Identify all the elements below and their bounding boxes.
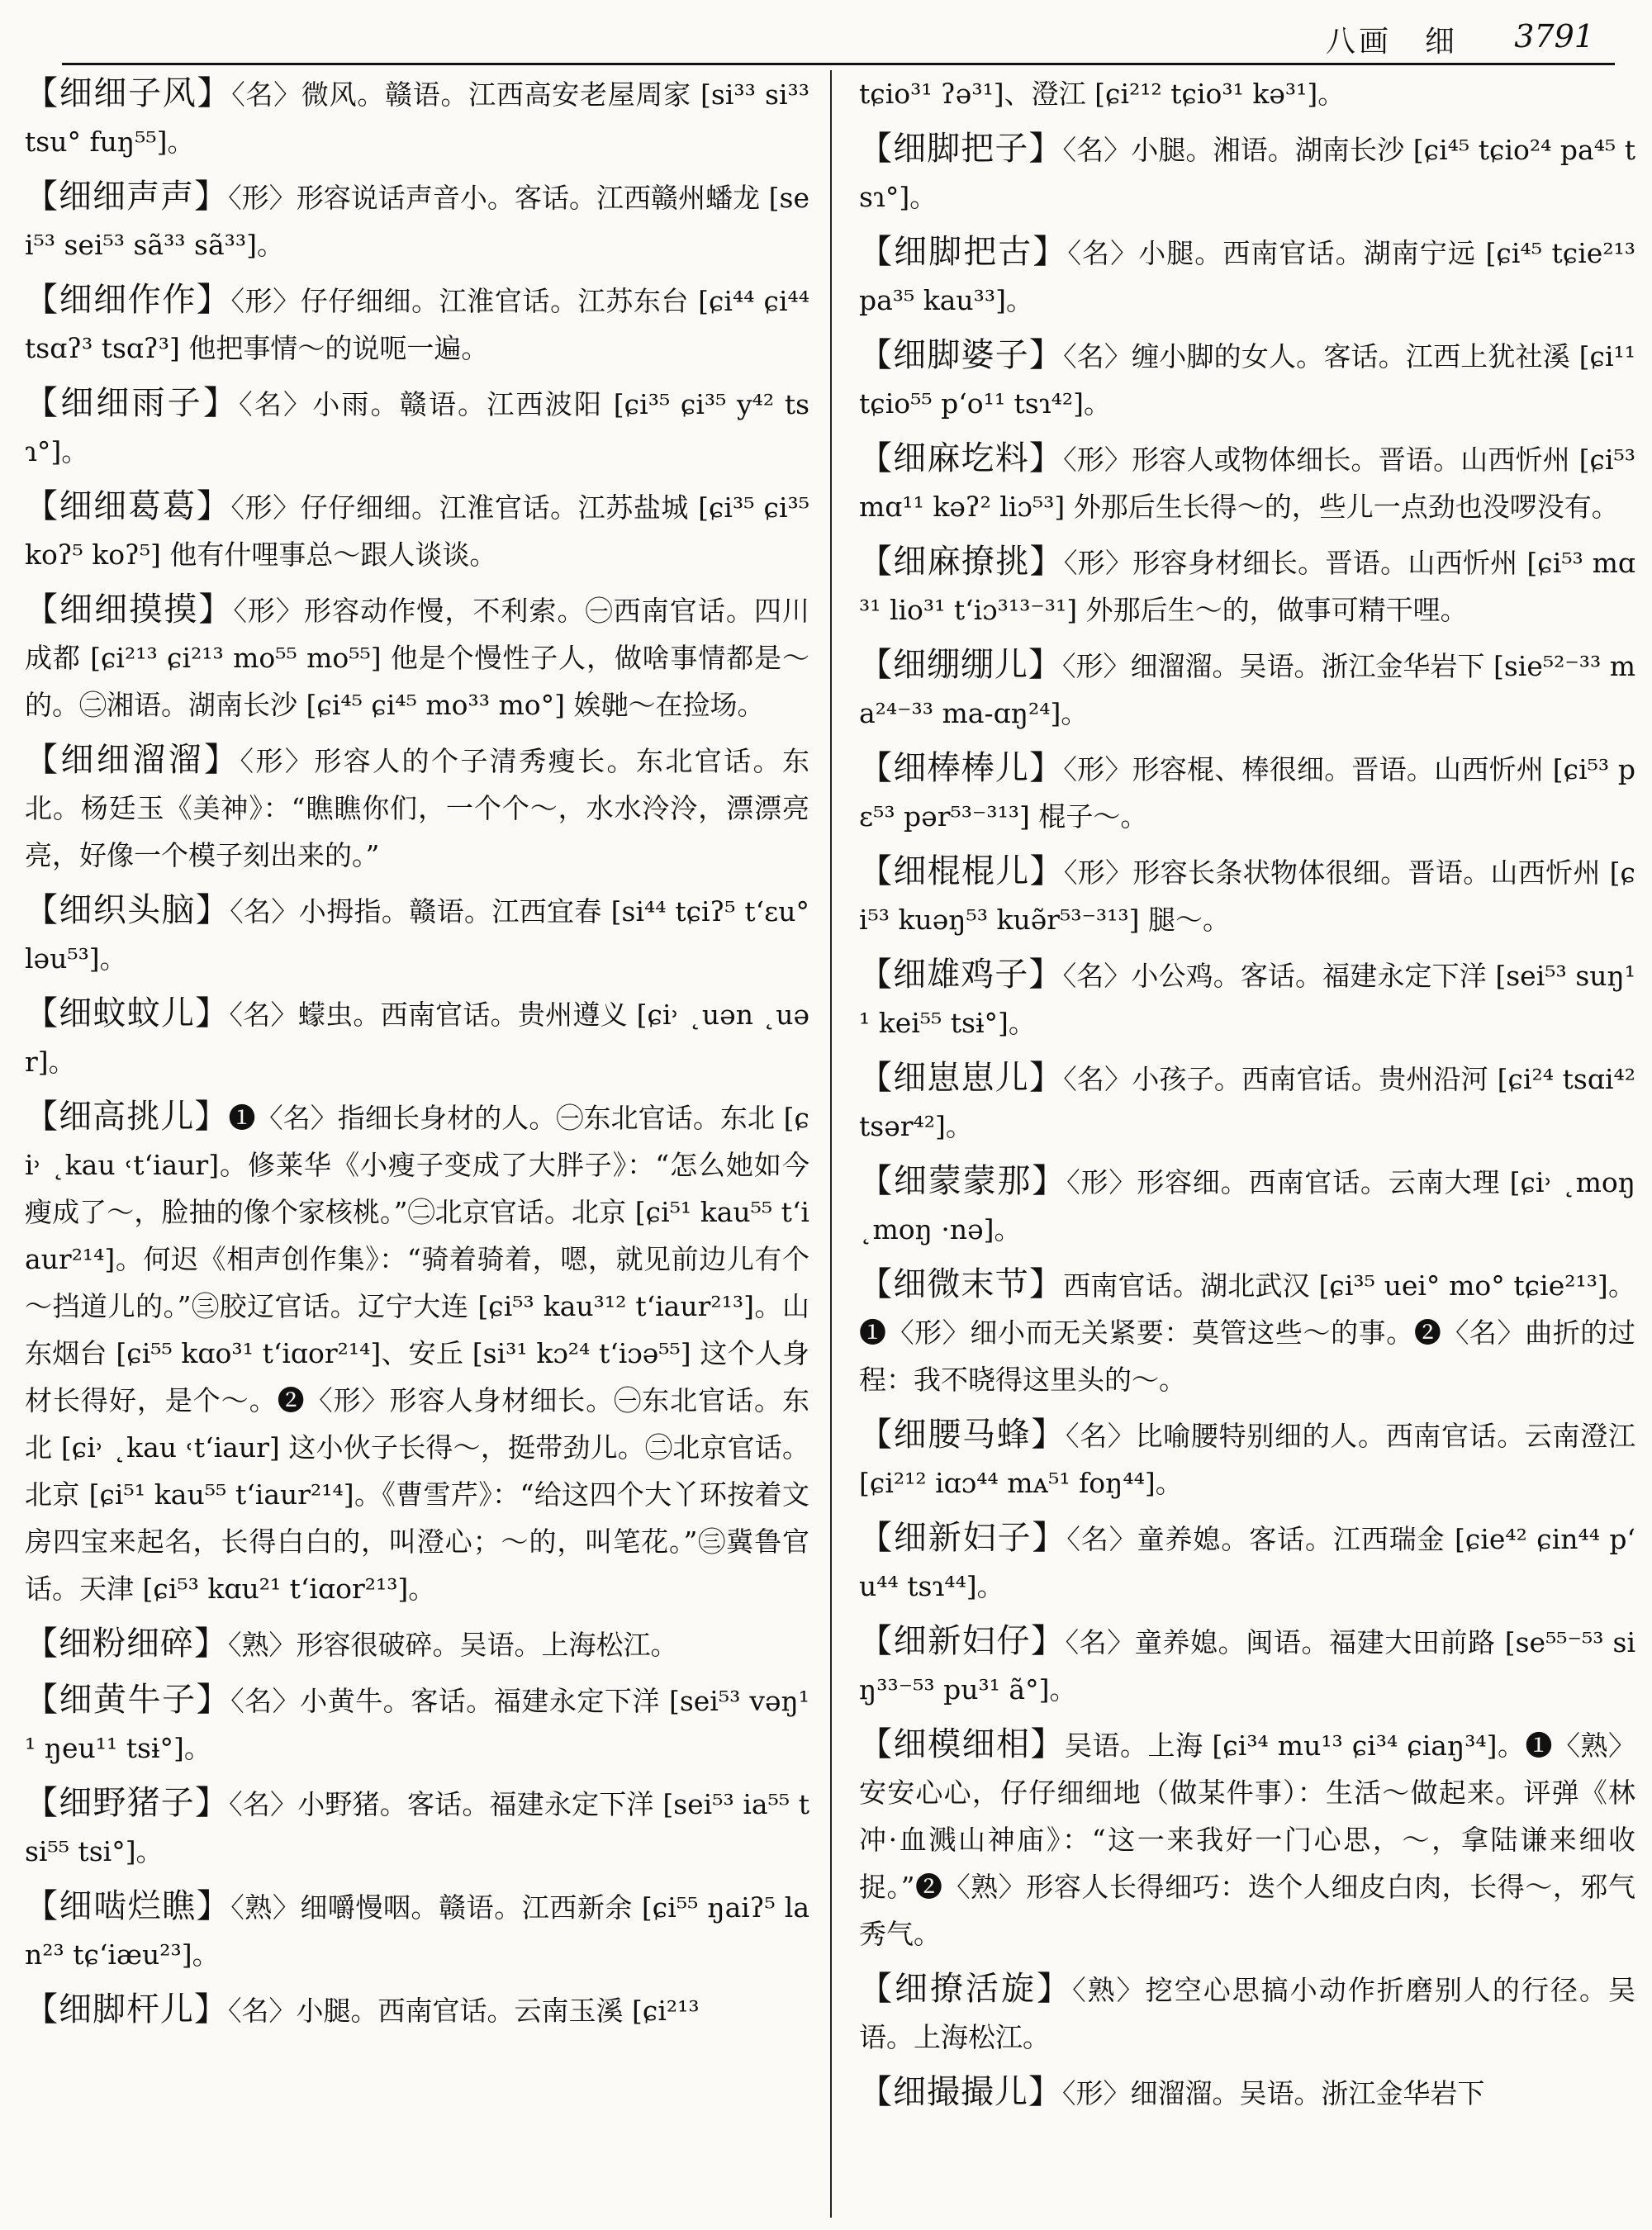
dictionary-entry xyxy=(25,887,809,982)
entry-definition: 〈名〉小黄牛。客话。福建永定下洋 [sei⁵³ vəŋ¹¹ ŋeu¹¹ tsɨ°]。 xyxy=(25,1685,809,1764)
continuation-text: tɕio³¹ ʔə³¹]、澄江 [ɕi²¹² tɕio³¹ kə³¹]。 xyxy=(859,78,1346,110)
entry-definition: 〈名〉小雨。赣语。江西波阳 [ɕi³⁵ ɕi³⁵ y⁴² tsɿ°]。 xyxy=(25,388,809,467)
entry-definition: 〈形〉形容说话声音小。客话。江西赣州蟠龙 [sei⁵³ sei⁵³ sã³³ sã³³]。 xyxy=(25,182,809,261)
dictionary-entry xyxy=(25,1620,809,1668)
entry-definition: 〈形〉形容人或物体细长。晋语。山西忻州 [ɕi⁵³ mɑ¹¹ kəʔ² liɔ⁵³] 外那后生长得～的，些儿一点劲也没啰没有。 xyxy=(859,444,1635,523)
entry-headword: 【细腰马蜂】 xyxy=(859,1416,1066,1454)
dictionary-entry xyxy=(25,1986,809,2034)
dictionary-entry xyxy=(859,848,1635,943)
dictionary-entry xyxy=(859,126,1635,221)
dictionary-entry xyxy=(25,1094,809,1612)
dictionary-entry xyxy=(25,586,809,728)
entry-headword: 【细雄鸡子】 xyxy=(859,956,1063,994)
entry-headword: 【细黄牛子】 xyxy=(25,1681,231,1719)
header-rule xyxy=(62,63,1615,65)
dictionary-entry xyxy=(859,1966,1635,2061)
entry-headword: 【细蚊蚊儿】 xyxy=(25,994,230,1032)
entry-definition: 〈名〉小腿。湘语。湖南长沙 [ɕi⁴⁵ tɕio²⁴ pa⁴⁵ tsɿ°]。 xyxy=(859,134,1635,213)
entry-definition: 吴语。上海 [ɕi³⁴ mu¹³ ɕi³⁴ ɕiaŋ³⁴]。❶〈熟〉安安心心，仔仔细细地（做某件事）：生活～做起来。评弹《林冲·血溅山神庙》：“这一来我好一门心思，～，拿陆谦来细收捉。”❷〈熟〉形容人长得细巧：迭个人细皮白肉，长得～，邪气秀气。 xyxy=(859,1729,1635,1950)
entry-definition: 〈名〉蠓虫。西南官话。贵州遵义 [ɕi˒ ˛uən ˛uər]。 xyxy=(25,999,809,1078)
dictionary-entry xyxy=(859,539,1635,633)
dictionary-entry xyxy=(25,483,809,578)
dictionary-entry xyxy=(859,745,1635,840)
entry-headword: 【细棒棒儿】 xyxy=(859,749,1064,787)
entry-definition: 〈形〉形容动作慢，不利索。㊀西南官话。四川成都 [ɕi²¹³ ɕi²¹³ mo⁵⁵ mo⁵⁵] 他是个慢性子人，做啥事情都是～的。㊁湘语。湖南长沙 [ɕi⁴⁵ ɕi⁴⁵ mo³³ mo°] 娭毑～在捡场。 xyxy=(25,595,809,721)
dictionary-entry xyxy=(25,1883,809,1978)
entry-definition: 〈名〉微风。赣语。江西高安老屋周家 [si³³ si³³ tsu° fuŋ⁵⁵]。 xyxy=(25,78,809,158)
left-column xyxy=(25,70,809,2222)
entry-definition: 西南官话。湖北武汉 [ɕi³⁵ uei° mo° tɕie²¹³]。❶〈形〉细小而无关紧要：莫管这些～的事。❷〈名〉曲折的过程：我不晓得这里头的～。 xyxy=(859,1269,1635,1396)
dictionary-entry xyxy=(859,1158,1635,1253)
entry-definition: 〈形〉仔仔细细。江淮官话。江苏东台 [ɕi⁴⁴ ɕi⁴⁴ tsɑʔ³ tsɑʔ³] 他把事情～的说呃一遍。 xyxy=(25,285,809,364)
entry-definition: 〈形〉形容人的个子清秀瘦长。东北官话。东北。杨廷玉《美神》：“瞧瞧你们，一个个～，水水泠泠，漂漂亮亮，好像一个模子刻出来的。” xyxy=(25,745,809,871)
entry-definition: ❶〈名〉指细长身材的人。㊀东北官话。东北 [ɕi˒ ˛kau ˓tʻiaur]。修莱华《小瘦子变成了大胖子》：“怎么她如今瘦成了～，脸抽的像个家核桃。”㊁北京官话。北京 [ɕi⁵¹ kau⁵⁵ tʻiaur²¹⁴]。何迟《相声创作集》：“骑着骑着，嗯，就见前边儿有个～挡道儿的。”㊂胶辽官话。辽宁大连 [ɕi⁵³ kau³¹² tʻiaur²¹³]。山东烟台 [ɕi⁵⁵ kɑo³¹ tʻiɑor²¹⁴]、安丘 [si³¹ kɔ²⁴ tʻiɔə⁵⁵] 这个人身材长得好，是个～。❷〈形〉形容人身材细长。㊀东北官话。东北 [ɕi˒ ˛kau ˓tʻiaur] 这小伙子长得～，挺带劲儿。㊁北京官话。北京 [ɕi⁵¹ kau⁵⁵ tʻiaur²¹⁴]。《曹雪芹》：“给这四个大丫环按着文房四宝来起名，长得白白的，叫澄心；～的，叫笔花。”㊂冀鲁官话。天津 [ɕi⁵³ kɑu²¹ tʻiɑor²¹³]。 xyxy=(25,1102,809,1605)
entry-headword: 【细细溜溜】 xyxy=(25,741,240,779)
dictionary-entry xyxy=(25,1677,809,1772)
entry-definition: 〈形〉细溜溜。吴语。浙江金华岩下 xyxy=(1062,2077,1485,2109)
entry-headword: 【细脚杆儿】 xyxy=(25,1990,228,2028)
entry-headword: 【细细葛葛】 xyxy=(25,487,231,525)
dictionary-entry xyxy=(859,951,1635,1046)
entry-definition: 〈名〉缠小脚的女人。客话。江西上犹社溪 [ɕi¹¹ tɕio⁵⁵ pʻo¹¹ tsɿ⁴²]。 xyxy=(859,340,1635,420)
entry-headword: 【细新妇仔】 xyxy=(859,1622,1066,1660)
dictionary-entry xyxy=(859,2069,1635,2117)
entry-headword: 【细崽崽儿】 xyxy=(859,1059,1064,1097)
dictionary-entry xyxy=(859,1412,1635,1506)
entry-definition: 〈熟〉细嚼慢咽。赣语。江西新余 [ɕi⁵⁵ ŋaiʔ⁵ lan²³ tɕʻiæu²³]。 xyxy=(25,1891,809,1971)
entry-definition: 〈形〉形容身材细长。晋语。山西忻州 [ɕi⁵³ mɑ³¹ lio³¹ tʻiɔ³¹³⁻³¹] 外那后生～的，做事可精干哩。 xyxy=(859,547,1635,626)
entry-definition: 〈形〉细溜溜。吴语。浙江金华岩下 [sie⁵²⁻³³ ma²⁴⁻³³ ma-ɑŋ²⁴]。 xyxy=(859,650,1635,729)
entry-headword: 【细啮烂瞧】 xyxy=(25,1887,231,1925)
entry-definition: 〈形〉形容棍、棒很细。晋语。山西忻州 [ɕi⁵³ pɛ⁵³ pər⁵³⁻³¹³] 棍子～。 xyxy=(859,753,1635,833)
entry-headword: 【细脚把古】 xyxy=(859,233,1068,271)
dictionary-entry xyxy=(25,277,809,372)
page-header xyxy=(50,18,1602,58)
dictionary-entry xyxy=(859,332,1635,427)
entry-definition: 〈形〉仔仔细细。江淮官话。江苏盐城 [ɕi³⁵ ɕi³⁵ koʔ⁵ koʔ⁵] 他有什哩事总～跟人谈谈。 xyxy=(25,491,809,571)
entry-headword: 【细脚婆子】 xyxy=(859,336,1064,374)
entry-headword: 【细撮撮儿】 xyxy=(859,2073,1062,2111)
dictionary-entry xyxy=(25,1780,809,1875)
dictionary-entry xyxy=(25,173,809,268)
dictionary-entry xyxy=(859,435,1635,530)
entry-definition: 〈名〉童养媳。闽语。福建大田前路 [se⁵⁵⁻⁵³ siŋ³³⁻⁵³ pu³¹ ã°]。 xyxy=(859,1626,1635,1706)
entry-definition: 〈名〉小腿。西南官话。云南玉溪 [ɕi²¹³ xyxy=(228,1995,700,2027)
entry-headword: 【细织头脑】 xyxy=(25,891,230,929)
dictionary-entry xyxy=(859,229,1635,324)
entry-definition: 〈熟〉形容很破碎。吴语。上海松江。 xyxy=(228,1629,678,1661)
entry-headword: 【细麻圪料】 xyxy=(859,439,1064,477)
entry-headword: 【细细声声】 xyxy=(25,178,229,216)
dictionary-entry xyxy=(859,1261,1635,1403)
entry-headword: 【细细雨子】 xyxy=(25,384,240,422)
dictionary-entry xyxy=(25,990,809,1085)
entry-definition: 〈名〉童养媳。客话。江西瑞金 [ɕie⁴² ɕin⁴⁴ pʻu⁴⁴ tsɿ⁴⁴]。 xyxy=(859,1523,1635,1602)
entry-headword: 【细撩活旋】 xyxy=(859,1970,1073,2008)
entry-definition: 〈名〉小公鸡。客话。福建永定下洋 [sei⁵³ suŋ¹¹ kei⁵⁵ tsɨ°]。 xyxy=(859,960,1635,1039)
dictionary-entry xyxy=(25,737,809,879)
section-title: 八画 细 xyxy=(1325,25,1458,59)
dictionary-entry xyxy=(25,380,809,475)
entry-headword: 【细模细相】 xyxy=(859,1725,1065,1763)
entry-definition: 〈形〉形容长条状物体很细。晋语。山西忻州 [ɕi⁵³ kuəŋ⁵³ kuə̃r⁵³⁻³¹³] 腿～。 xyxy=(859,856,1635,936)
dictionary-entry xyxy=(859,642,1635,737)
entry-headword: 【细微末节】 xyxy=(859,1265,1064,1303)
entry-definition: 〈名〉小拇指。赣语。江西宜春 [si⁴⁴ tɕiʔ⁵ tʻɛu° ləu⁵³]。 xyxy=(25,895,809,975)
right-column xyxy=(859,70,1635,2222)
entry-definition: 〈名〉比喻腰特别细的人。西南官话。云南澄江 [ɕi²¹² iɑɔ⁴⁴ mᴀ⁵¹ foŋ⁴⁴]。 xyxy=(859,1420,1635,1499)
dictionary-entry xyxy=(859,1721,1635,1957)
entry-headword: 【细麻撩挑】 xyxy=(859,543,1064,581)
dictionary-entry xyxy=(859,1515,1635,1610)
entry-headword: 【细粉细碎】 xyxy=(25,1625,228,1663)
entry-headword: 【细高挑儿】 xyxy=(25,1098,229,1136)
entry-definition: 〈形〉形容细。西南官话。云南大理 [ɕi˒ ˛moŋ ˛moŋ ·nə]。 xyxy=(859,1166,1635,1245)
entry-definition: 〈熟〉挖空心思搞小动作折磨别人的行径。吴语。上海松江。 xyxy=(859,1974,1635,2053)
entry-headword: 【细脚把子】 xyxy=(859,130,1063,168)
entry-headword: 【细细子风】 xyxy=(25,74,232,112)
dictionary-entry xyxy=(859,1055,1635,1150)
entry-headword: 【细绷绷儿】 xyxy=(859,646,1062,684)
entry-definition: 〈名〉小腿。西南官话。湖南宁远 [ɕi⁴⁵ tɕie²¹³ pa³⁵ kau³³]。 xyxy=(859,237,1635,316)
entry-definition: 〈名〉小野猪。客话。福建永定下洋 [sei⁵³ ia⁵⁵ tsi⁵⁵ tsi°]。 xyxy=(25,1788,809,1867)
entry-headword: 【细细作作】 xyxy=(25,281,231,319)
entry-definition: 〈名〉小孩子。西南官话。贵州沿河 [ɕi²⁴ tsɑi⁴² tsər⁴²]。 xyxy=(859,1063,1635,1142)
entry-headword: 【细细摸摸】 xyxy=(25,591,234,629)
entry-headword: 【细新妇子】 xyxy=(859,1519,1067,1557)
entry-headword: 【细蒙蒙那】 xyxy=(859,1162,1067,1200)
entry-headword: 【细野猪子】 xyxy=(25,1784,230,1822)
column-divider xyxy=(830,70,832,2218)
entry-headword: 【细棍棍儿】 xyxy=(859,852,1064,890)
dictionary-entry xyxy=(25,70,809,165)
dictionary-entry xyxy=(859,1618,1635,1713)
page-number: 3791 xyxy=(1514,18,1594,55)
